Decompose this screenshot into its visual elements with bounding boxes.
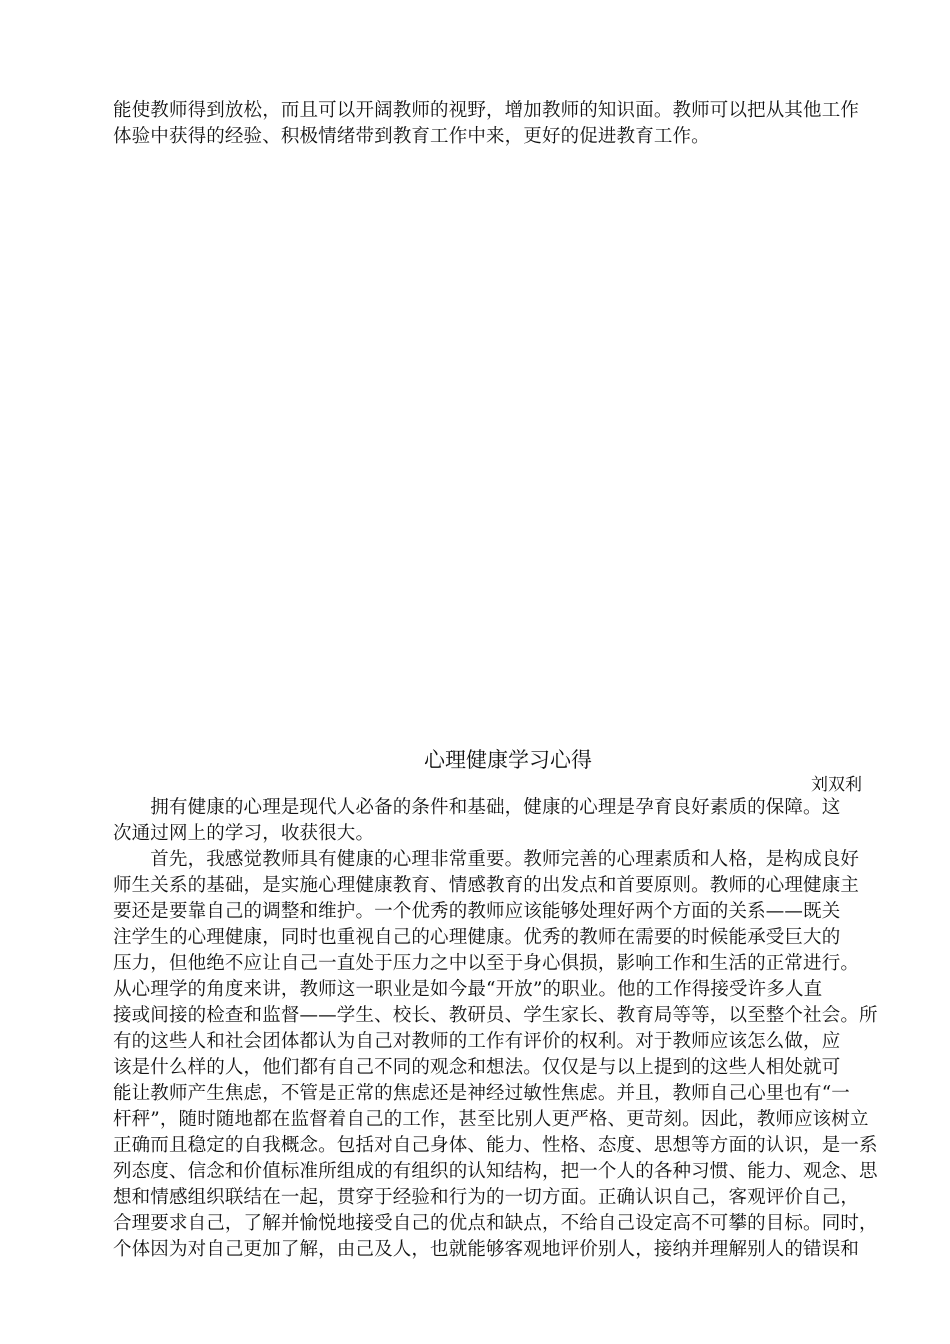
paragraph-line: 师生关系的基础，是实施心理健康教育、情感教育的出发点和首要原则。教师的心理健康主 bbox=[113, 875, 860, 896]
paragraph-line: 合理要求自己，了解并愉悦地接受自己的优点和缺点，不给自己设定高不可攀的目标。同时， bbox=[113, 1213, 878, 1234]
paragraph-line: 要还是要靠自己的调整和维护。一个优秀的教师应该能够处理好两个方面的关系——既关 bbox=[113, 901, 841, 922]
paragraph-line: 有的这些人和社会团体都认为自己对教师的工作有评价的权利。对于教师应该怎么做，应 bbox=[113, 1031, 841, 1052]
paragraph-line: 该是什么样的人，他们都有自己不同的观念和想法。仅仅是与以上提到的这些人相处就可 bbox=[113, 1057, 841, 1078]
paragraph-line: 首先，我感觉教师具有健康的心理非常重要。教师完善的心理素质和人格，是构成良好 bbox=[113, 849, 860, 870]
paragraph-line: 能让教师产生焦虑，不管是正常的焦虑还是神经过敏性焦虑。并且，教师自己心里也有“一 bbox=[113, 1083, 850, 1104]
paragraph-line: 想和情感组织联结在一起，贯穿于经验和行为的一切方面。正确认识自己，客观评价自己， bbox=[113, 1187, 860, 1208]
paragraph-line: 从心理学的角度来讲，教师这一职业是如今最“开放”的职业。他的工作得接受许多人直 bbox=[113, 979, 823, 1000]
paragraph-line: 个体因为对自己更加了解，由己及人，也就能够客观地评价别人，接纳并理解别人的错误和 bbox=[113, 1239, 860, 1260]
article-title: 心理健康学习心得 bbox=[424, 748, 592, 772]
paragraph-line: 拥有健康的心理是现代人必备的条件和基础，健康的心理是孕育良好素质的保障。这 bbox=[113, 797, 841, 818]
paragraph-line: 正确而且稳定的自我概念。包括对自己身体、能力、性格、态度、思想等方面的认识，是一系 bbox=[113, 1135, 878, 1156]
paragraph-line: 能使教师得到放松，而且可以开阔教师的视野，增加教师的知识面。教师可以把从其他工作 bbox=[113, 100, 860, 121]
paragraph-line: 注学生的心理健康，同时也重视自己的心理健康。优秀的教师在需要的时候能承受巨大的 bbox=[113, 927, 841, 948]
article-author: 刘双利 bbox=[811, 775, 862, 795]
paragraph-line: 杆秤”，随时随地都在监督着自己的工作，甚至比别人更严格、更苛刻。因此，教师应该树立 bbox=[113, 1109, 869, 1130]
paragraph-line: 列态度、信念和价值标准所组成的有组织的认知结构，把一个人的各种习惯、能力、观念、思 bbox=[113, 1161, 878, 1182]
paragraph-line: 压力，但他绝不应让自己一直处于压力之中以至于身心俱损，影响工作和生活的正常进行。 bbox=[113, 953, 860, 974]
paragraph-line: 接或间接的检查和监督——学生、校长、教研员、学生家长、教育局等等，以至整个社会。所 bbox=[113, 1005, 878, 1026]
paragraph-line: 次通过网上的学习，收获很大。 bbox=[113, 823, 375, 844]
paragraph-line: 体验中获得的经验、积极情绪带到教育工作中来，更好的促进教育工作。 bbox=[113, 126, 710, 147]
